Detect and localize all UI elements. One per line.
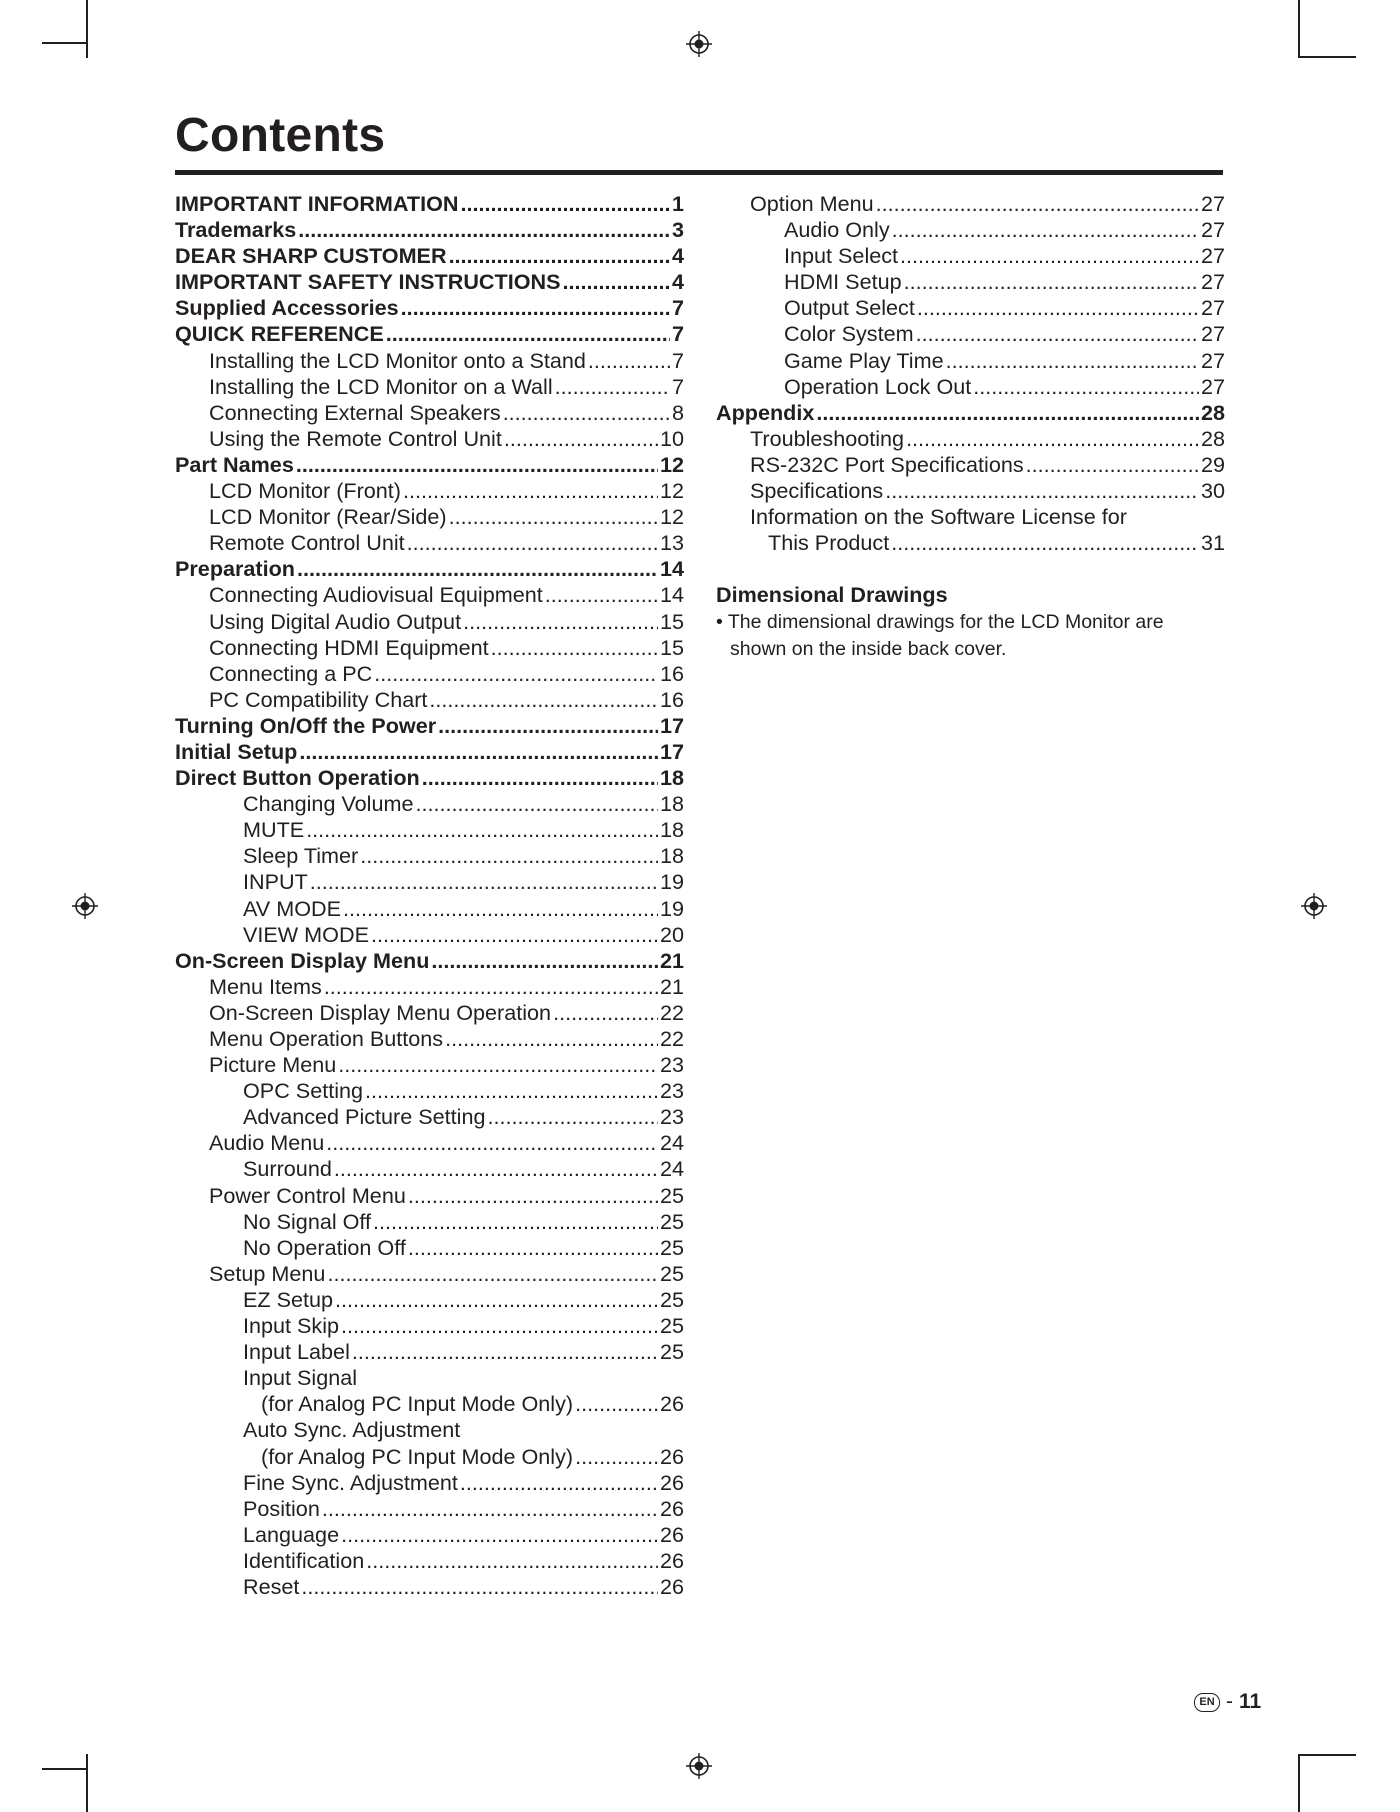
toc-entry-page: 27	[1200, 373, 1225, 399]
page-footer	[1194, 1690, 1261, 1714]
dimensional-text: • The dimensional drawings for the LCD Monitor are shown on the inside back cover.	[716, 611, 1164, 660]
toc-entry-page: 17	[659, 712, 684, 738]
toc-entry[interactable]	[175, 1261, 684, 1287]
toc-entry-page: 25	[659, 1313, 684, 1339]
toc-dot-leader	[575, 1444, 658, 1470]
toc-entry[interactable]	[175, 1078, 684, 1104]
toc-entry-page: 15	[659, 634, 684, 660]
toc-entry[interactable]	[175, 217, 684, 243]
toc-dot-leader	[876, 191, 1199, 217]
toc-entry-page: 16	[659, 686, 684, 712]
toc-left-column	[175, 191, 684, 1600]
toc-dot-leader	[422, 765, 658, 791]
toc-dot-leader	[366, 1548, 658, 1574]
toc-entry-title: Installing the LCD Monitor on a Wall	[209, 373, 553, 399]
toc-entry[interactable]	[175, 1574, 684, 1600]
toc-entry[interactable]	[175, 1000, 684, 1026]
toc-entry-title: Reset	[243, 1573, 300, 1599]
toc-entry[interactable]	[175, 1104, 684, 1130]
toc-entry-title: Picture Menu	[209, 1052, 337, 1078]
toc-entry[interactable]	[716, 374, 1225, 400]
toc-entry-page: 24	[659, 1130, 684, 1156]
toc-entry[interactable]	[175, 1522, 684, 1548]
crop-mark	[42, 1768, 88, 1770]
toc-entry[interactable]	[175, 1470, 684, 1496]
toc-entry-page: 28	[1200, 399, 1225, 425]
toc-entry-title: IMPORTANT INFORMATION	[175, 191, 459, 216]
toc-dot-leader	[431, 948, 658, 974]
toc-entry-title: Preparation	[175, 556, 295, 582]
registration-mark-icon	[72, 893, 98, 919]
toc-entry[interactable]	[716, 426, 1225, 452]
toc-dot-leader	[343, 896, 658, 922]
toc-entry-title: Game Play Time	[784, 347, 944, 373]
toc-entry[interactable]	[175, 1339, 684, 1365]
toc-dot-leader	[892, 217, 1199, 243]
registration-mark-icon	[1301, 893, 1327, 919]
toc-dot-leader	[327, 1261, 658, 1287]
toc-entry[interactable]	[175, 400, 684, 426]
toc-entry[interactable]	[175, 1130, 684, 1156]
toc-dot-leader	[338, 1052, 658, 1078]
toc-dot-leader	[906, 426, 1199, 452]
toc-entry[interactable]	[175, 1391, 684, 1417]
toc-entry-title: AV MODE	[243, 895, 341, 921]
toc-entry[interactable]	[175, 1052, 684, 1078]
toc-entry-title: Information on the Software License for	[750, 504, 1127, 530]
toc-entry-title: Turning On/Off the Power	[175, 712, 437, 738]
toc-entry-title: Audio Menu	[209, 1130, 325, 1156]
toc-entry-title: Connecting HDMI Equipment	[209, 634, 489, 660]
toc-entry-page: 15	[659, 608, 684, 634]
registration-mark-icon	[686, 31, 712, 57]
crop-mark	[86, 0, 88, 58]
toc-entry[interactable]	[175, 426, 684, 452]
toc-entry-title: Part Names	[175, 451, 294, 477]
toc-entry-title: (for Analog PC Input Mode Only)	[261, 1443, 574, 1469]
toc-entry-title: QUICK REFERENCE	[175, 321, 384, 347]
toc-entry[interactable]	[175, 1209, 684, 1235]
toc-entry[interactable]	[716, 348, 1225, 374]
toc-entry-title: Fine Sync. Adjustment	[243, 1469, 458, 1495]
toc-dot-leader	[386, 321, 670, 347]
toc-entry-title: Menu Items	[209, 973, 322, 999]
toc-entry-title: Specifications	[750, 478, 884, 504]
toc-entry-page: 23	[659, 1052, 684, 1078]
toc-entry-page: 30	[1200, 478, 1225, 504]
toc-entry[interactable]	[175, 243, 684, 269]
toc-entry-title: Changing Volume	[243, 791, 414, 817]
toc-dot-leader	[503, 400, 670, 426]
toc-entry-page: 29	[1200, 451, 1225, 477]
toc-dot-leader	[408, 1183, 658, 1209]
toc-entry-page: 7	[671, 295, 684, 321]
toc-entry-title: EZ Setup	[243, 1286, 334, 1312]
page-title: Contents	[175, 109, 386, 162]
toc-entry-page: 4	[671, 269, 684, 295]
toc-entry-title: MUTE	[243, 817, 305, 843]
toc-entry-title: DEAR SHARP CUSTOMER	[175, 243, 447, 269]
toc-entry-page: 22	[659, 999, 684, 1025]
toc-entry-title: Operation Lock Out	[784, 373, 972, 399]
toc-entry[interactable]	[175, 1365, 684, 1391]
toc-dot-leader	[946, 348, 1199, 374]
toc-dot-leader	[298, 217, 670, 243]
toc-dot-leader	[334, 1156, 658, 1182]
toc-right-column	[716, 191, 1225, 662]
toc-entry-title: Trademarks	[175, 217, 297, 243]
toc-entry[interactable]	[716, 504, 1225, 530]
toc-entry-title: Input Skip	[243, 1313, 340, 1339]
toc-entry-title: No Signal Off	[243, 1208, 372, 1234]
toc-dot-leader	[429, 687, 658, 713]
toc-entry[interactable]	[175, 1235, 684, 1261]
toc-entry-page: 25	[659, 1182, 684, 1208]
toc-entry-title: Output Select	[784, 295, 915, 321]
toc-entry[interactable]	[175, 1026, 684, 1052]
toc-entry[interactable]	[175, 452, 684, 478]
toc-entry[interactable]	[175, 1548, 684, 1574]
toc-entry[interactable]	[175, 739, 684, 765]
toc-entry-page: 16	[659, 660, 684, 686]
toc-entry-title: Menu Operation Buttons	[209, 1026, 444, 1051]
toc-dot-leader	[491, 635, 658, 661]
toc-dot-leader	[463, 609, 658, 635]
toc-dot-leader	[306, 817, 658, 843]
toc-entry[interactable]	[175, 922, 684, 948]
toc-entry-title: Connecting Audiovisual Equipment	[209, 582, 543, 608]
toc-entry-page: 21	[659, 947, 684, 973]
toc-entry-page: 25	[659, 1339, 684, 1365]
toc-entry-page: 14	[659, 582, 684, 608]
toc-entry-page: 17	[659, 738, 684, 764]
toc-entry-title: IMPORTANT SAFETY INSTRUCTIONS	[175, 269, 561, 295]
toc-entry[interactable]	[175, 530, 684, 556]
toc-entry[interactable]	[175, 635, 684, 661]
toc-entry[interactable]	[716, 530, 1225, 556]
toc-entry-page: 27	[1200, 217, 1225, 243]
toc-dot-leader	[296, 452, 658, 478]
toc-entry-page: 25	[659, 1208, 684, 1234]
toc-entry-page: 22	[659, 1026, 684, 1051]
toc-entry[interactable]	[175, 687, 684, 713]
footer-separator: -	[1226, 1690, 1233, 1713]
toc-entry-title: Using the Remote Control Unit	[209, 425, 502, 451]
crop-mark	[1298, 0, 1300, 58]
toc-entry-title: Initial Setup	[175, 738, 298, 764]
toc-entry-page: 18	[659, 843, 684, 869]
toc-entry-page: 26	[659, 1391, 684, 1417]
toc-entry-title: Audio Only	[784, 217, 890, 243]
toc-entry[interactable]	[175, 661, 684, 687]
toc-entry-page: 20	[659, 921, 684, 947]
toc-entry-title: INPUT	[243, 869, 308, 895]
crop-mark	[42, 42, 88, 44]
toc-entry-page: 4	[671, 243, 684, 269]
toc-dot-leader	[360, 843, 658, 869]
registration-mark-icon	[686, 1753, 712, 1779]
toc-entry[interactable]	[716, 478, 1225, 504]
toc-entry-title: LCD Monitor (Rear/Side)	[209, 504, 447, 530]
toc-dot-leader	[374, 661, 658, 687]
toc-entry-title: Connecting External Speakers	[209, 399, 501, 425]
toc-entry-title: Input Signal	[243, 1365, 358, 1391]
toc-entry-page: 25	[659, 1260, 684, 1286]
toc-entry[interactable]	[175, 974, 684, 1000]
toc-dot-leader	[352, 1339, 658, 1365]
toc-entry-page: 12	[659, 504, 684, 530]
toc-entry-title: PC Compatibility Chart	[209, 686, 428, 712]
toc-entry[interactable]	[175, 765, 684, 791]
toc-entry-title: (for Analog PC Input Mode Only)	[261, 1391, 574, 1417]
toc-entry-page: 27	[1200, 269, 1225, 295]
toc-entry[interactable]	[175, 817, 684, 843]
toc-entry-page: 25	[659, 1286, 684, 1312]
toc-entry[interactable]	[716, 217, 1225, 243]
toc-entry[interactable]	[175, 321, 684, 347]
toc-entry[interactable]	[175, 478, 684, 504]
toc-dot-leader	[310, 869, 658, 895]
toc-entry-title: Direct Button Operation	[175, 765, 420, 791]
toc-entry-title: Supplied Accessories	[175, 295, 399, 321]
toc-dot-leader	[460, 1470, 658, 1496]
toc-entry-page: 3	[671, 217, 684, 243]
toc-dot-leader	[553, 1000, 658, 1026]
toc-dot-leader	[335, 1287, 658, 1313]
toc-entry-page: 26	[659, 1521, 684, 1547]
toc-dot-leader	[371, 922, 658, 948]
toc-entry[interactable]	[175, 1444, 684, 1470]
toc-entry-page: 7	[671, 321, 684, 347]
toc-dot-leader	[326, 1130, 658, 1156]
toc-entry[interactable]	[716, 243, 1225, 269]
toc-entry[interactable]	[175, 1183, 684, 1209]
toc-entry-title: Troubleshooting	[750, 425, 905, 451]
toc-dot-leader	[504, 426, 658, 452]
language-badge-icon: EN	[1194, 1693, 1220, 1712]
toc-entry-title: Installing the LCD Monitor onto a Stand	[209, 347, 586, 373]
toc-dot-leader	[973, 374, 1199, 400]
toc-entry-page: 26	[659, 1573, 684, 1599]
toc-entry[interactable]	[175, 843, 684, 869]
toc-dot-leader	[575, 1391, 658, 1417]
toc-dot-leader	[408, 1235, 658, 1261]
toc-entry-title: Identification	[243, 1547, 365, 1573]
toc-dot-leader	[438, 713, 658, 739]
toc-dot-leader	[445, 1026, 658, 1052]
toc-entry-title: RS-232C Port Specifications	[750, 451, 1024, 477]
toc-entry-title: Color System	[784, 321, 914, 347]
toc-dot-leader	[916, 321, 1199, 347]
toc-dot-leader	[900, 243, 1199, 269]
crop-mark	[1298, 1754, 1356, 1756]
toc-entry[interactable]	[175, 348, 684, 374]
toc-entry[interactable]	[175, 191, 684, 217]
toc-entry-page: 7	[671, 373, 684, 399]
toc-dot-leader	[403, 478, 658, 504]
toc-entry[interactable]	[716, 269, 1225, 295]
toc-dot-leader	[904, 269, 1199, 295]
toc-entry-page: 25	[659, 1234, 684, 1260]
toc-entry-title: OPC Setting	[243, 1078, 364, 1104]
toc-dot-leader	[545, 582, 658, 608]
toc-dot-leader	[373, 1209, 658, 1235]
toc-entry-page: 8	[671, 399, 684, 425]
toc-entry-page: 7	[671, 347, 684, 373]
toc-entry[interactable]	[175, 1496, 684, 1522]
toc-entry[interactable]	[175, 948, 684, 974]
toc-dot-leader	[341, 1313, 658, 1339]
toc-entry-title: Advanced Picture Setting	[243, 1104, 486, 1130]
toc-entry-title: Setup Menu	[209, 1260, 326, 1286]
toc-entry-title: Language	[243, 1521, 340, 1547]
toc-dot-leader	[917, 295, 1199, 321]
toc-entry[interactable]	[175, 582, 684, 608]
toc-dot-leader	[885, 478, 1199, 504]
toc-entry[interactable]	[716, 295, 1225, 321]
toc-dot-leader	[487, 1104, 657, 1130]
toc-entry-title: Input Select	[784, 243, 899, 269]
toc-dot-leader	[1026, 452, 1199, 478]
crop-mark	[86, 1754, 88, 1812]
toc-entry-page: 18	[659, 817, 684, 843]
toc-entry-page: 26	[659, 1495, 684, 1521]
toc-entry-title: On-Screen Display Menu Operation	[209, 999, 552, 1025]
toc-dot-leader	[341, 1522, 658, 1548]
toc-entry-title: Power Control Menu	[209, 1182, 406, 1208]
toc-entry-page: 23	[659, 1104, 684, 1130]
toc-entry[interactable]	[175, 869, 684, 895]
toc-entry-title: On-Screen Display Menu	[175, 947, 430, 973]
toc-dot-leader	[415, 791, 657, 817]
toc-entry-title: This Product	[768, 530, 890, 556]
toc-entry[interactable]	[175, 1313, 684, 1339]
toc-entry-title: No Operation Off	[243, 1234, 406, 1260]
toc-entry[interactable]	[716, 191, 1225, 217]
toc-right-list	[716, 191, 1225, 556]
toc-entry[interactable]	[175, 791, 684, 817]
toc-dot-leader	[449, 243, 670, 269]
toc-entry-page: 13	[659, 530, 684, 556]
toc-dot-leader	[299, 739, 658, 765]
toc-entry-page: 19	[659, 895, 684, 921]
crop-mark	[1298, 1754, 1300, 1812]
toc-entry-title: HDMI Setup	[784, 269, 902, 295]
toc-entry-page: 12	[659, 478, 684, 504]
toc-dot-leader	[588, 348, 670, 374]
toc-dot-leader	[297, 556, 658, 582]
crop-mark	[1298, 56, 1356, 58]
toc-dot-leader	[555, 374, 670, 400]
toc-entry[interactable]	[175, 295, 684, 321]
toc-dot-leader	[460, 191, 670, 217]
toc-entry-title: Option Menu	[750, 191, 874, 216]
toc-entry-title: VIEW MODE	[243, 921, 369, 947]
toc-entry-page: 28	[1200, 425, 1225, 451]
toc-entry-page: 14	[659, 556, 684, 582]
toc-entry-title: Appendix	[716, 399, 815, 425]
toc-entry-title: Remote Control Unit	[209, 530, 405, 556]
toc-dot-leader	[891, 530, 1199, 556]
toc-entry-title: Connecting a PC	[209, 660, 373, 686]
toc-dot-leader	[563, 269, 670, 295]
toc-entry[interactable]	[175, 1287, 684, 1313]
toc-entry-page: 18	[659, 765, 684, 791]
toc-entry[interactable]	[175, 609, 684, 635]
toc-entry-title: Sleep Timer	[243, 843, 359, 869]
toc-entry[interactable]	[175, 713, 684, 739]
toc-entry[interactable]	[716, 400, 1225, 426]
toc-entry-page: 21	[659, 973, 684, 999]
toc-dot-leader	[365, 1078, 658, 1104]
toc-entry[interactable]	[175, 504, 684, 530]
toc-entry-page: 26	[659, 1547, 684, 1573]
toc-entry[interactable]	[175, 896, 684, 922]
toc-entry-title: Surround	[243, 1156, 332, 1182]
toc-dot-leader	[301, 1574, 658, 1600]
toc-entry[interactable]	[716, 452, 1225, 478]
dimensional-heading: Dimensional Drawings	[716, 582, 948, 608]
toc-entry-page: 10	[659, 425, 684, 451]
toc-entry[interactable]	[716, 321, 1225, 347]
title-rule	[175, 170, 1223, 175]
page-number: 11	[1239, 1690, 1262, 1713]
toc-entry-page: 1	[671, 191, 684, 216]
toc-entry[interactable]	[175, 269, 684, 295]
toc-entry-title: Using Digital Audio Output	[209, 608, 462, 634]
toc-dot-leader	[322, 1496, 658, 1522]
toc-entry[interactable]	[175, 1417, 684, 1443]
toc-entry-page: 27	[1200, 347, 1225, 373]
toc-dot-leader	[816, 400, 1199, 426]
toc-entry-page: 26	[659, 1469, 684, 1495]
toc-dot-leader	[407, 530, 658, 556]
toc-entry-page: 27	[1200, 243, 1225, 269]
toc-entry-title: Position	[243, 1495, 320, 1521]
toc-dot-leader	[449, 504, 658, 530]
toc-entry-page: 27	[1200, 321, 1225, 347]
toc-entry-page: 12	[659, 451, 684, 477]
toc-entry[interactable]	[175, 374, 684, 400]
toc-entry-page: 31	[1200, 530, 1225, 556]
toc-entry-page: 19	[659, 869, 684, 895]
toc-entry-title: LCD Monitor (Front)	[209, 478, 401, 504]
toc-entry-page: 23	[659, 1078, 684, 1104]
toc-entry-title: Input Label	[243, 1339, 350, 1365]
toc-entry-page: 26	[659, 1443, 684, 1469]
toc-entry-page: 27	[1200, 295, 1225, 321]
toc-entry[interactable]	[175, 1156, 684, 1182]
toc-entry-page: 24	[659, 1156, 684, 1182]
toc-entry-page: 18	[659, 791, 684, 817]
toc-dot-leader	[401, 295, 670, 321]
toc-dot-leader	[324, 974, 658, 1000]
toc-entry-page: 27	[1200, 191, 1225, 216]
toc-entry-title: Auto Sync. Adjustment	[243, 1417, 461, 1443]
toc-entry[interactable]	[175, 556, 684, 582]
